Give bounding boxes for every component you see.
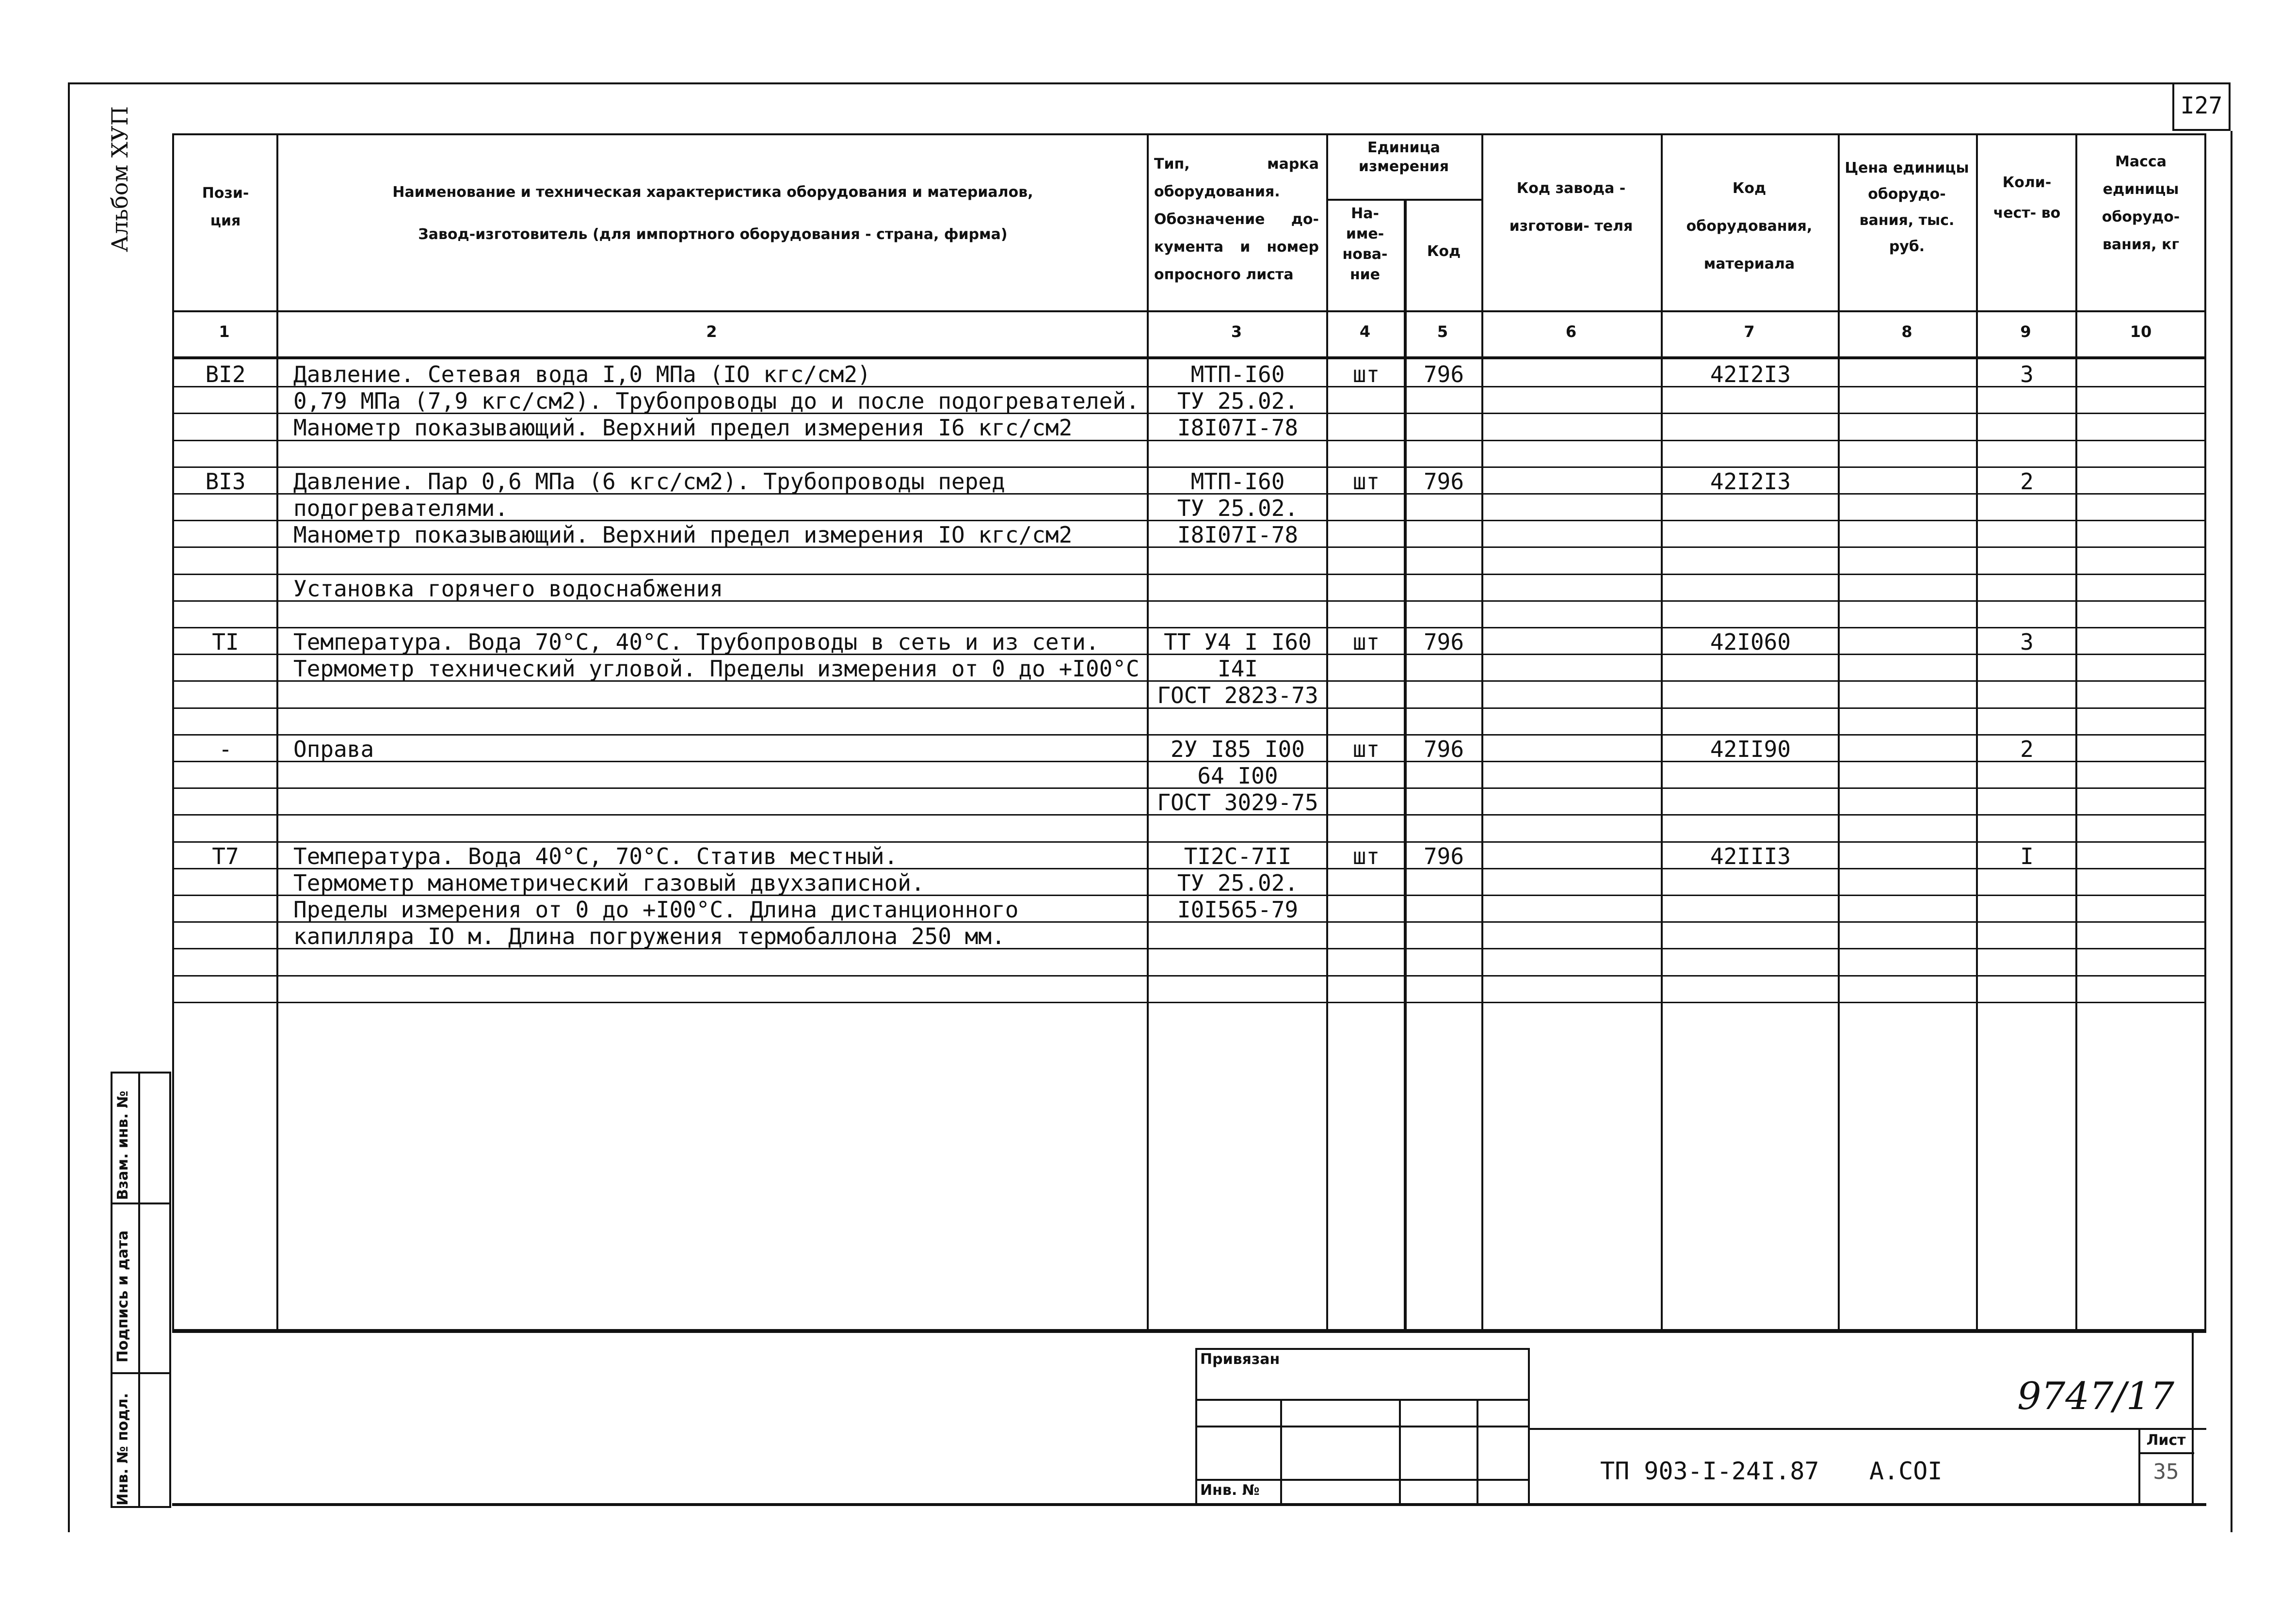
header-name-line2: Завод-изготовитель (для импортного оборудования - страна, фирма) (418, 226, 1008, 243)
side-label-inv: Инв. № подл. (114, 1393, 131, 1506)
cell-name: Манометр показывающий. Верхний предел измерения IO кгс/см2 (293, 522, 1073, 548)
cell-name: Манометр показывающий. Верхний предел измерения I6 кгс/см2 (293, 415, 1073, 441)
cell-pos: - (219, 736, 232, 762)
col-num-7: 7 (1744, 322, 1755, 341)
frame-right (2231, 131, 2232, 1532)
doc-number: ТП 903-I-24I.87 (1600, 1457, 1819, 1485)
cell-type: ТУ 25.02. (1177, 388, 1299, 414)
cell-type: TI2C-7II (1184, 843, 1292, 869)
cell-mat: 42I2I3 (1710, 361, 1791, 387)
header-material-code: Код оборудования, материала (1686, 180, 1813, 273)
cell-name: подогревателями. (293, 495, 509, 521)
cell-type: ГОСТ 3029-75 (1157, 789, 1318, 816)
album-code: А.СОI (1869, 1457, 1943, 1485)
cell-code: 796 (1423, 736, 1464, 762)
cell-unit: шт (1352, 843, 1380, 869)
header-quantity: Коли- чест- во (1993, 174, 2061, 222)
cell-code: 796 (1423, 629, 1464, 655)
cell-unit: шт (1352, 361, 1380, 387)
cell-pos: TI (212, 629, 239, 655)
col-num-2: 2 (706, 322, 717, 341)
header-price: Цена единицы оборудо- вания, тыс. руб. (1845, 160, 1969, 255)
col-num-3: 3 (1231, 322, 1242, 341)
cell-code: 796 (1423, 361, 1464, 387)
col-num-10: 10 (2130, 322, 2152, 341)
cell-name: Пределы измерения от 0 до +I00°С. Длина дистанционного (293, 897, 1019, 923)
cell-type: I8I07I-78 (1177, 415, 1299, 441)
col-num-6: 6 (1565, 322, 1577, 341)
cell-type: ТУ 25.02. (1177, 495, 1299, 521)
header-name-line1: Наименование и техническая характеристика оборудования и материалов, (392, 184, 1033, 201)
cell-type: 2У I85 I00 (1171, 736, 1305, 762)
spec-table (172, 133, 2206, 1331)
cell-qty: 3 (2020, 629, 2034, 655)
col-num-8: 8 (1901, 322, 1912, 341)
cell-name: Термометр манометрический газовый двухзаписной. (293, 870, 925, 896)
cell-unit: шт (1352, 629, 1380, 655)
header-factory-code: Код завода - изготови- теля (1509, 180, 1633, 235)
cell-name: капилляра IO м. Длина погружения термобаллона 250 мм. (293, 923, 1005, 949)
cell-name: Температура. Вода 70°С, 40°С. Трубопроводы в сеть и из сети. (293, 629, 1099, 655)
cell-qty: I (2020, 843, 2034, 869)
cell-qty: 3 (2020, 361, 2034, 387)
header-unit: Единица измерения (1358, 139, 1449, 175)
cell-qty: 2 (2020, 736, 2034, 762)
cell-name: Температура. Вода 40°С, 70°С. Статив местный. (293, 843, 898, 869)
inv-no-label: Инв. № (1200, 1482, 1260, 1499)
header-type: Тип, марка оборудования. Обозначение до- кумента и номер опросного листа (1154, 156, 1319, 283)
cell-code: 796 (1423, 843, 1464, 869)
col-num-9: 9 (2020, 322, 2031, 341)
header-unit-name: На- име- нова- ние (1342, 205, 1388, 283)
cell-pos: T7 (212, 843, 239, 869)
frame-left (68, 82, 70, 1532)
cell-name: Установка горячего водоснабжения (293, 576, 723, 602)
cell-mat: 42I060 (1710, 629, 1791, 655)
col-num-4: 4 (1359, 322, 1371, 341)
cell-qty: 2 (2020, 468, 2034, 495)
cell-name: Термометр технический угловой. Пределы измерения от 0 до +I00°С (293, 656, 1140, 682)
col-num-1: 1 (219, 322, 230, 341)
cell-type: ТТ У4 I I60 (1164, 629, 1312, 655)
cell-type: 64 I00 (1197, 763, 1278, 789)
list-label: Лист (2146, 1432, 2186, 1449)
album-label: Альбом ХУП (107, 106, 133, 252)
cell-name: Давление. Пар 0,6 МПа (6 кгс/см2). Трубопроводы перед (293, 468, 1005, 495)
cell-mat: 42III3 (1710, 843, 1791, 869)
header-position: Пози- ция (202, 185, 249, 229)
cell-pos: BI2 (205, 361, 246, 387)
cell-unit: шт (1352, 468, 1380, 495)
header-unit-code: Код (1427, 243, 1461, 260)
cell-mat: 42I2I3 (1710, 468, 1791, 495)
list-value: 35 (2153, 1459, 2179, 1484)
cell-type: I0I565-79 (1177, 897, 1299, 923)
cell-type: I8I07I-78 (1177, 522, 1299, 548)
cell-mat: 42II90 (1710, 736, 1791, 762)
cell-name: 0,79 МПа (7,9 кгс/см2). Трубопроводы до и после подогревателей. (293, 388, 1140, 414)
cell-type: I4I (1217, 656, 1258, 682)
cell-unit: шт (1352, 736, 1380, 762)
cell-name: Оправа (293, 736, 374, 762)
cell-type: МТП-I60 (1190, 361, 1285, 387)
sheet-number: I27 (2180, 92, 2223, 119)
handwritten-number: 9747/17 (2017, 1375, 2175, 1418)
header-mass: Масса единицы оборудо- вания, кг (2102, 153, 2180, 253)
side-label-podpis: Подпись и дата (114, 1230, 131, 1363)
frame-top (68, 82, 2172, 84)
cell-type: МТП-I60 (1190, 468, 1285, 495)
side-label-vzam: Взам. инв. № (114, 1090, 131, 1200)
cell-type: ГОСТ 2823-73 (1157, 682, 1318, 708)
cell-name: Давление. Сетевая вода I,0 МПа (IO кгс/см2) (293, 361, 871, 387)
cell-code: 796 (1423, 468, 1464, 495)
cell-pos: BI3 (205, 468, 246, 495)
cell-type: ТУ 25.02. (1177, 870, 1299, 896)
privyazan-label: Привязан (1200, 1351, 1280, 1368)
col-num-5: 5 (1437, 322, 1448, 341)
